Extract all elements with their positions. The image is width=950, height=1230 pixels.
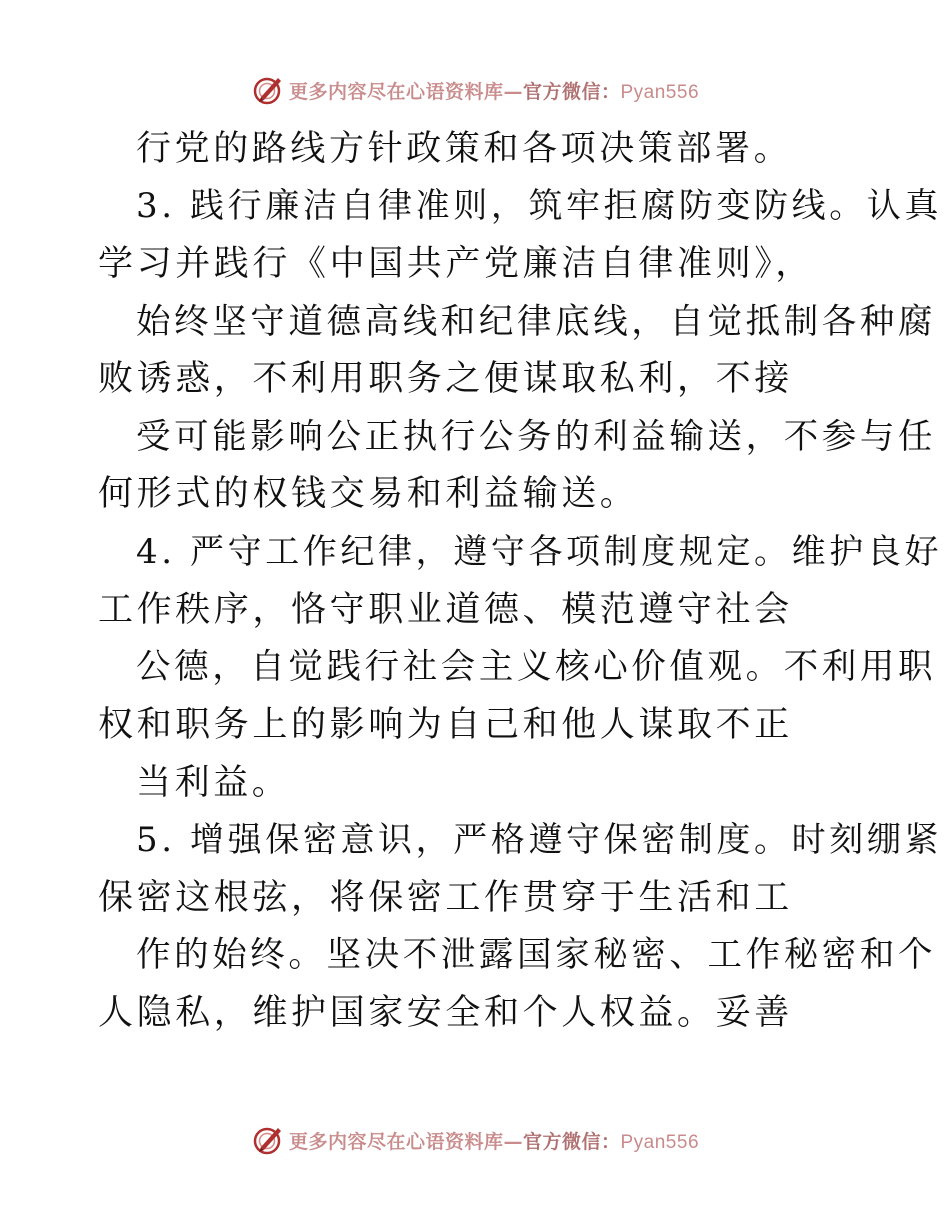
- text-line: 权和职务上的影响为自己和他人谋取不正: [98, 705, 793, 745]
- footer-banner: [0, 1120, 950, 1160]
- banner-text: 更多内容尽在心语资料库—官方微信：Pyan556: [288, 1130, 700, 1153]
- text-line: 何形式的权钱交易和利益输送。: [98, 474, 639, 514]
- text-line: 4. 严守工作纪律，遵守各项制度规定。维护良好: [136, 532, 943, 572]
- text-line: 行党的路线方针政策和各项决策部署。: [136, 129, 793, 169]
- text-line: 工作秩序，恪守职业道德、模范遵守社会: [98, 590, 793, 630]
- text-line: 人隐私，维护国家安全和个人权益。妥善: [98, 993, 793, 1033]
- pen-nib-logo-icon: [251, 1123, 285, 1157]
- text-line: 保密这根弦，将保密工作贯穿于生活和工: [98, 878, 793, 918]
- text-line: 公德，自觉践行社会主义核心价值观。不利用职: [136, 647, 937, 687]
- banner-text: 更多内容尽在心语资料库—官方微信：Pyan556: [288, 80, 700, 103]
- text-line: 败诱惑，不利用职务之便谋取私利，不接: [98, 359, 793, 399]
- text-line: 始终坚守道德高线和纪律底线，自觉抵制各种腐: [136, 302, 937, 342]
- text-line: 作的始终。坚决不泄露国家秘密、工作秘密和个: [136, 935, 937, 975]
- text-line: 5. 增强保密意识，严格遵守保密制度。时刻绷紧: [136, 820, 943, 860]
- text-line: 受可能影响公正执行公务的利益输送，不参与任: [136, 417, 937, 457]
- text-line: 学习并践行《中国共产党廉洁自律准则》，: [98, 244, 814, 284]
- text-line: 3. 践行廉洁自律准则，筑牢拒腐防变防线。认真: [136, 186, 943, 226]
- text-line: 当利益。: [136, 763, 291, 803]
